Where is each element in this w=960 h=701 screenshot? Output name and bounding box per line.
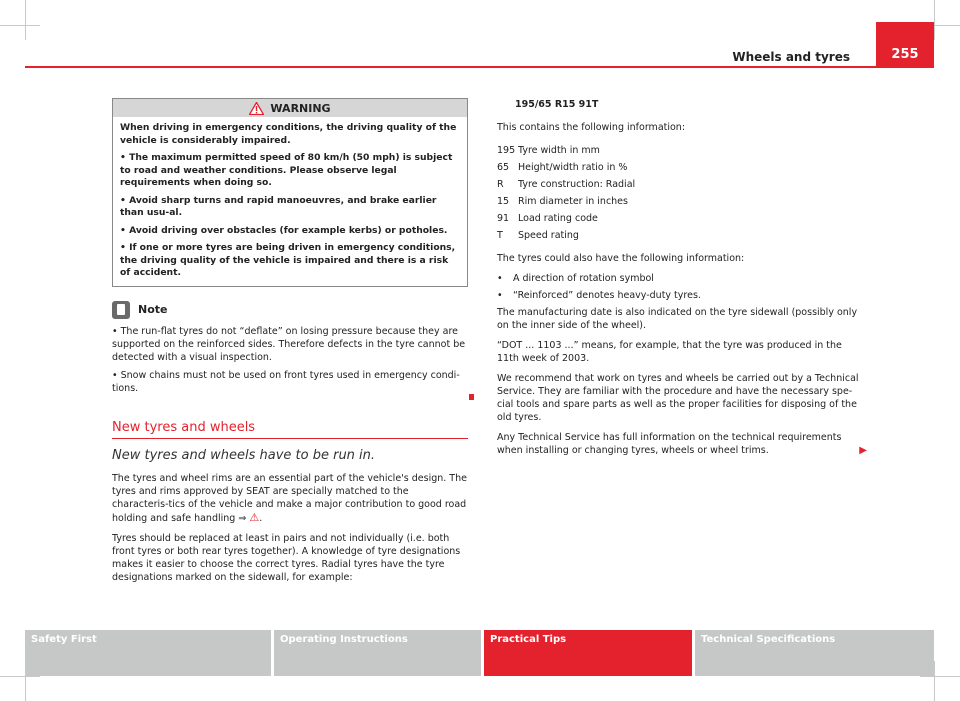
warning-line: • The maximum permitted speed of 80 km/h (50 mph) is subject to road and weather conditions. Please observe legal requirements when doing so. <box>120 152 453 188</box>
paragraph <box>497 431 867 457</box>
section-title: New tyres and wheels <box>112 421 468 439</box>
spec-text: Height/width ratio in % <box>518 162 628 173</box>
crop-mark <box>0 25 40 26</box>
warning-reference-icon[interactable]: ⚠ <box>249 510 260 524</box>
continue-arrow-icon: ▶ <box>859 445 867 456</box>
paragraph: We recommend that work on tyres and wheels be carried out by a Technical Service. They are familiar with the procedure and have the necessary spe-cial tools and spare parts as well as the proper facilities for disposing of the old tyres. <box>497 373 859 423</box>
footer-tab-safety-first[interactable]: Safety First <box>25 630 271 676</box>
warning-line: • Avoid sharp turns and rapid manoeuvres, and brake earlier than usu-al. <box>120 194 437 218</box>
paragraph: The tyres could also have the following information: <box>497 253 745 264</box>
spec-code: 91 <box>497 213 510 224</box>
paragraph <box>112 472 468 525</box>
page-number: 255 <box>876 22 934 66</box>
end-of-section-mark <box>469 394 474 400</box>
paragraph: This contains the following information: <box>497 122 686 133</box>
section-subtitle: New tyres and wheels have to be run in. <box>112 447 376 463</box>
crop-mark <box>0 676 40 677</box>
paragraph: The manufacturing date is also indicated on the tyre sidewall (possibly only on the inner side of the wheel). <box>497 307 858 331</box>
warning-header <box>113 99 467 117</box>
note-item: • Snow chains must not be used on front tyres used in emergency condi-tions. <box>112 369 460 394</box>
spec-text: Tyre width in mm <box>518 145 600 156</box>
note-title: Note <box>138 303 168 316</box>
spec-row <box>497 176 859 193</box>
spec-code: 15 <box>497 196 510 207</box>
warning-line: • Avoid driving over obstacles (for example kerbs) or potholes. <box>120 224 448 236</box>
paragraph-end: . <box>259 512 263 524</box>
bullet-icon: • <box>497 273 503 284</box>
warning-title: WARNING <box>270 101 331 115</box>
spec-text: Tyre construction: Radial <box>518 179 636 190</box>
paragraph-text: The tyres and wheel rims are an essential part of the vehicle's design. The tyres and rims approved by SEAT are specially matched to the characteris-tics of the vehicle and make a major contribution to good road holding and safe handling ⇒ <box>112 472 467 524</box>
note-header <box>112 301 468 319</box>
crop-mark <box>934 0 935 40</box>
crop-mark <box>25 0 26 40</box>
spec-row <box>497 227 859 244</box>
bullet-icon: • <box>497 290 503 301</box>
spec-code: R <box>497 179 504 190</box>
right-column <box>497 98 867 464</box>
list-item <box>497 289 859 302</box>
footer-tab-technical-specifications[interactable]: Technical Specifications <box>695 630 934 676</box>
left-column <box>112 98 468 591</box>
spec-row <box>497 193 859 210</box>
crop-mark <box>934 661 935 701</box>
spec-text: Load rating code <box>518 213 598 224</box>
warning-box <box>112 98 468 287</box>
spec-row <box>497 159 859 176</box>
spec-table <box>497 142 859 244</box>
list-item-text: A direction of rotation symbol <box>513 273 654 284</box>
warning-line: When driving in emergency conditions, the driving quality of the vehicle is considerably impaired. <box>120 122 457 146</box>
warning-line: • If one or more tyres are being driven in emergency conditions, the driving quality of the vehicle is impaired and there is a risk of accident. <box>120 242 456 278</box>
spec-text: Rim diameter in inches <box>518 196 628 207</box>
spec-code: 65 <box>497 162 510 173</box>
note-item: • The run-flat tyres do not “deflate” on losing pressure because they are supported on the reinforced sides. Therefore defects in the tyre cannot be detected with a visual inspection. <box>112 325 466 363</box>
spec-code: T <box>497 230 503 241</box>
section-header-title: Wheels and tyres <box>732 50 850 64</box>
note-icon <box>112 301 130 319</box>
header-divider <box>25 66 934 68</box>
note-body <box>112 325 468 395</box>
warning-triangle-icon <box>249 102 264 115</box>
spec-code: 195 <box>497 145 516 156</box>
spec-row <box>497 142 859 159</box>
paragraph: “DOT ... 1103 ...” means, for example, that the tyre was produced in the 11th week of 2003. <box>497 340 842 364</box>
crop-mark <box>920 676 960 677</box>
footer-tab-practical-tips[interactable]: Practical Tips <box>484 630 692 676</box>
paragraph: Tyres should be replaced at least in pairs and not individually (i.e. both front tyres or both rear tyres together). A knowledge of tyre designations makes it easier to choose the correct tyres. Radial tyres have the tyre designations marked on the sidewall, for example: <box>112 532 461 583</box>
spec-text: Speed rating <box>518 230 579 241</box>
warning-body <box>113 117 467 286</box>
list-item <box>497 272 859 285</box>
list-item-text: “Reinforced” denotes heavy-duty tyres. <box>513 290 701 301</box>
tyre-designation: 195/65 R15 91T <box>515 99 599 110</box>
paragraph-text: Any Technical Service has full information on the technical requirements when installing or changing tyres, wheels or wheel trims. <box>497 432 842 456</box>
spec-row <box>497 210 859 227</box>
footer-tab-operating-instructions[interactable]: Operating Instructions <box>274 630 481 676</box>
